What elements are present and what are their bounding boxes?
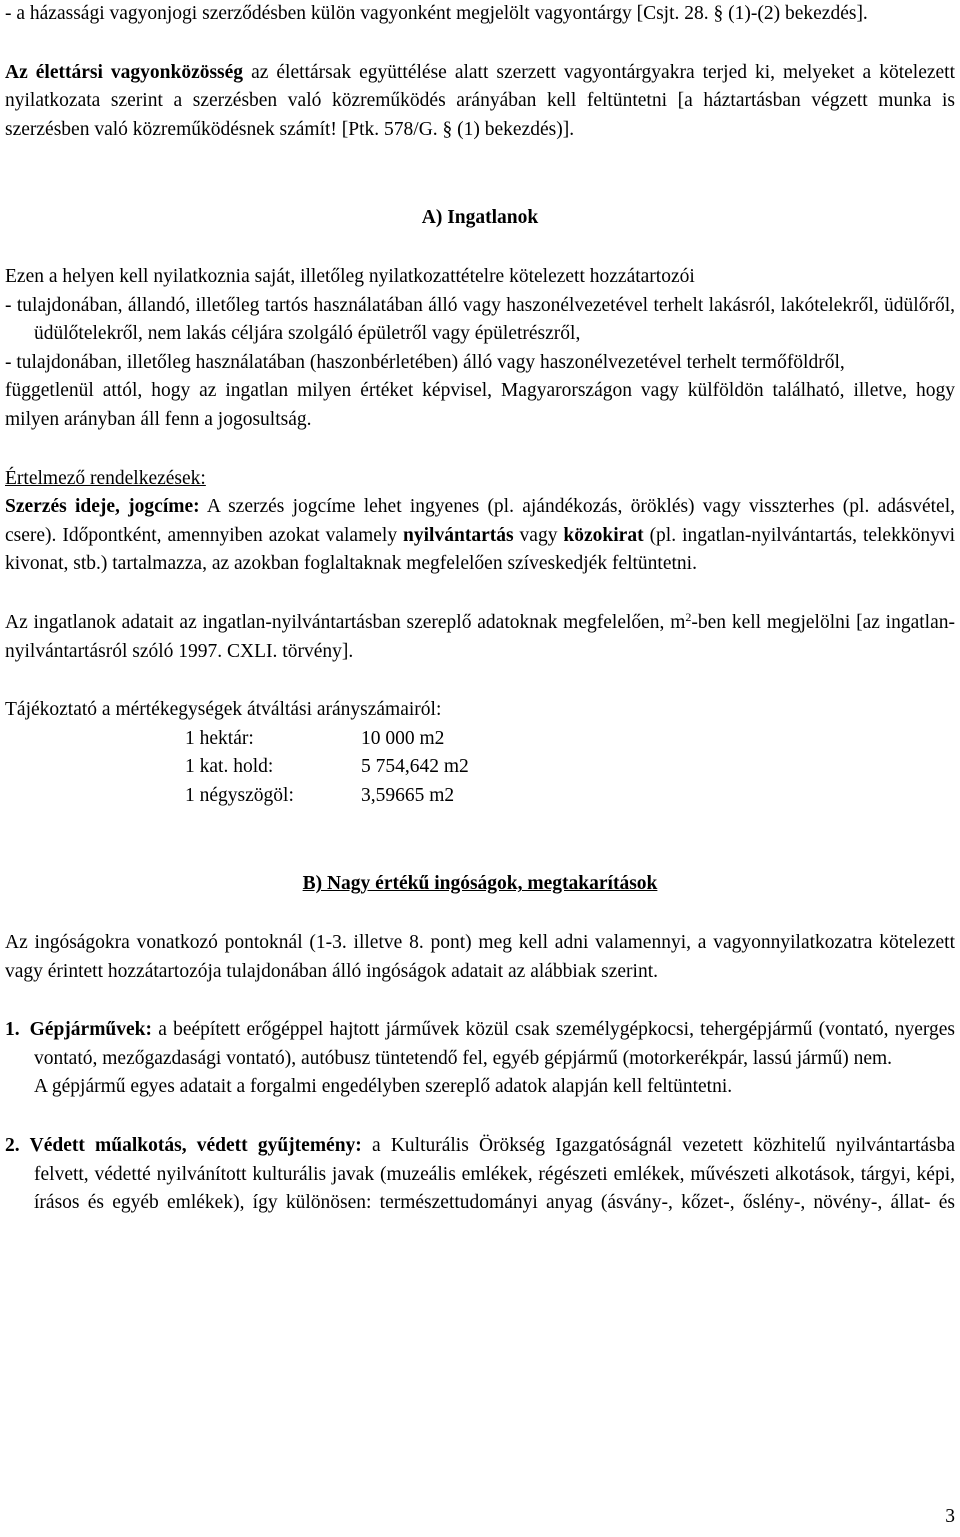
table-row	[185, 782, 469, 811]
paragraph-ingatlan-closing: függetlenül attól, hogy az ingatlan milyen értéket képvisel, Magyarországon vagy külföldön található, illetve, hogy milyen arányban áll fenn a jogosultság.	[5, 380, 955, 430]
page-number: 3	[945, 1506, 955, 1527]
table-row	[185, 725, 469, 754]
document-page	[5, 0, 955, 1218]
conversion-unit: 1 négyszögöl:	[185, 784, 294, 806]
paragraph-ingosag-intro: Az ingóságokra vonatkozó pontoknál (1-3. illetve 8. pont) meg kell adni valamennyi, a vagyonnyilatkozatra kötelezett vagy érintett hozzátartozója tulajdonában álló ingóságok adatait az alábbiak szerint.	[5, 932, 955, 982]
conversion-unit: 1 hektár:	[185, 727, 254, 749]
list-item-lakas: - tulajdonában, állandó, illetőleg tartós használatában álló vagy haszonélvezetével terhelt lakásról, lakótelekről, üdülőről, üdülőtelekről, nem lakás céljára szolgáló épületről vagy épületrészről,	[5, 294, 955, 345]
table-row	[185, 753, 469, 782]
conversion-unit: 1 kat. hold:	[185, 756, 274, 778]
paragraph-elettarsi	[5, 59, 955, 145]
conversion-value: 3,59665 m2	[361, 784, 455, 806]
paragraph-gepjarmu-adatok: A gépjármű egyes adatait a forgalmi engedélyben szereplő adatok alapján kell feltüntetni.	[34, 1076, 733, 1098]
list-item-termofold: - tulajdonában, illetőleg használatában (haszonbérletében) álló vagy haszonélvezetével terhelt termőföldről,	[5, 351, 845, 373]
heading-ertelmezo: Értelmező rendelkezések:	[5, 467, 206, 489]
text-elettarsi: az élettársak együttélése alatt szerzett vagyontárgyakra terjed ki, melyeket a kötelezett nyilatkozata szerint a szerzésben való közreműködés arányában kell feltüntetni [a háztartásban végzett munka is szerzésben való közreműködésnek számít! [Ptk. 578/G. § (1) bekezdés)].	[5, 61, 955, 140]
list-number: 2.	[5, 1135, 20, 1157]
paragraph-szerzes: Szerzés ideje, jogcíme: A szerzés jogcíme lehet ingyenes (pl. ajándékozás, öröklés) vagy visszterhes (pl. adásvétel, csere). Időpontként, amennyiben azokat valamely nyilvántartás vagy közokirat (pl. ingatlan-nyilvántartás, telekkönyvi kivonat, stb.) tartalmazza, az azokban foglaltaknak megfelelően szíveskedjék feltüntetni.	[5, 496, 956, 575]
term-nyilvantartas: nyilvántartás	[403, 524, 514, 546]
paragraph-ingatlan-intro: Ezen a helyen kell nyilatkoznia saját, illetőleg nyilatkozattételre kötelezett hozzátartozói	[5, 265, 695, 287]
term-mualkotas: Védett műalkotás, védett gyűjtemény:	[29, 1135, 362, 1157]
heading-atvaltas: Tájékoztató a mértékegységek átváltási arányszámairól:	[5, 699, 442, 721]
conversion-table	[185, 725, 469, 811]
superscript-2: 2	[685, 609, 692, 624]
term-elettarsi: Az élettársi vagyonközösség	[5, 61, 244, 83]
list-item-hazassagi: - a házassági vagyonjogi szerződésben külön vagyonként megjelölt vagyontárgy [Csjt. 28. § (1)-(2) bekezdés].	[5, 3, 868, 24]
list-item-mualkotas: 2. Védett műalkotás, védett gyűjtemény: a Kulturális Örökség Igazgatóságnál vezetett közhitelű nyilvántartásba felvett, védetté nyilvánított kulturális javak (muzeális emlékek, régészeti emlékek, művészeti alkotások, tárgyi, képi, írásos és egyéb emlékek), így különösen: természettudományi anyag (ásvány-, kőzet-, őslény-, növény-, állat- és	[5, 1135, 956, 1214]
conversion-value: 10 000 m2	[361, 727, 445, 749]
section-title-ingosagok: B) Nagy értékű ingóságok, megtakarítások	[302, 873, 658, 895]
list-number: 1.	[5, 1019, 20, 1041]
term-gepjarmuvek: Gépjárművek:	[29, 1019, 153, 1041]
list-item-gepjarmuvek: 1. Gépjárművek: a beépített erőgéppel hajtott járművek közül csak személygépkocsi, tehergépjármű (vontató, nyerges vontató, mezőgazdasági vontató), autóbusz tüntetendő fel, egyéb gépjármű (motorkerékpár, lassú jármű) nem.	[5, 1019, 955, 1069]
term-szerzes: Szerzés ideje, jogcíme:	[5, 496, 200, 518]
term-kozokirat: közokirat	[563, 524, 644, 546]
conversion-value: 5 754,642 m2	[361, 756, 469, 778]
paragraph-ingatlan-adatok: Az ingatlanok adatait az ingatlan-nyilvántartásban szereplő adatoknak megfelelően, $m^2$-ben kell megjelölni [az ingatlan-nyilvántartásról szóló 1997. CXLI. törvény].	[5, 609, 955, 662]
section-title-ingatlanok: A) Ingatlanok	[421, 207, 539, 229]
